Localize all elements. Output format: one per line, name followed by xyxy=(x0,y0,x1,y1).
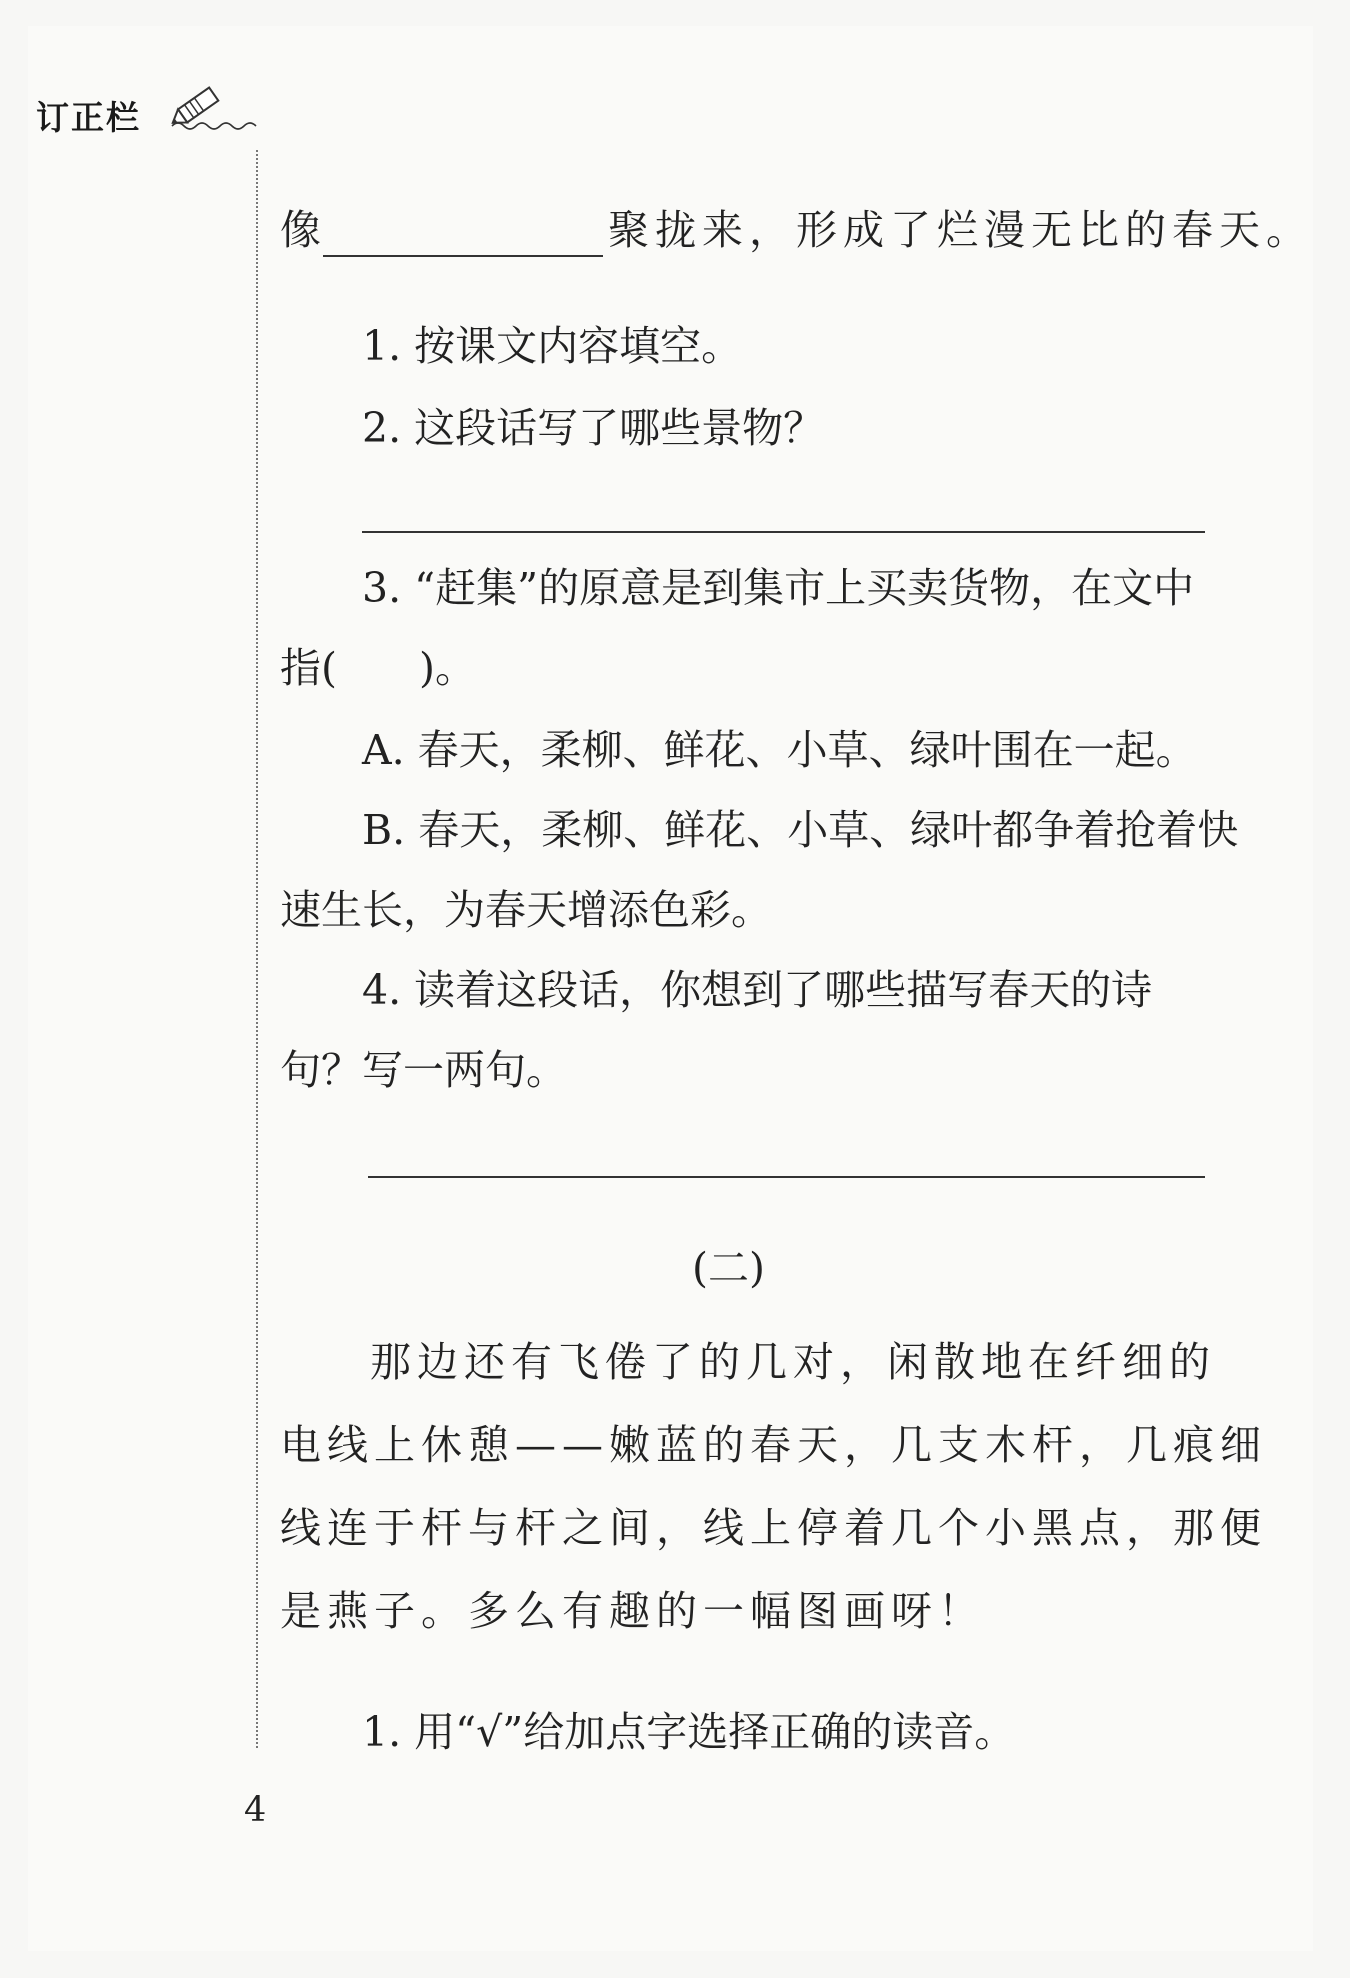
passage-line: 是燕子。多么有趣的一幅图画呀！ xyxy=(280,1587,985,1635)
question-3-line-1: 3. “赶集”的原意是到集市上买卖货物，在文中 xyxy=(362,564,1195,612)
continuation-prefix: 像 xyxy=(280,206,321,254)
answer-line-q4[interactable] xyxy=(368,1176,1205,1178)
question-2: 2. 这段话写了哪些景物？ xyxy=(362,404,825,452)
passage-line: 线连于杆与杆之间，线上停着几个小黑点，那便 xyxy=(280,1504,1267,1552)
question-1: 1. 按课文内容填空。 xyxy=(362,322,743,370)
margin-divider xyxy=(256,150,258,1748)
passage-line: 电线上休憩——嫩蓝的春天，几支木杆，几痕细 xyxy=(280,1421,1267,1469)
continuation-suffix: 聚拢来，形成了烂漫无比的春天。 xyxy=(608,206,1313,254)
question-3-line-2: 指( )。 xyxy=(280,644,476,692)
section-2-heading: (二) xyxy=(692,1244,765,1292)
option-b-line-1[interactable]: B. 春天，柔柳、鲜花、小草、绿叶都争着抢着快 xyxy=(362,806,1239,854)
fill-blank-line[interactable] xyxy=(323,255,603,257)
page-number: 4 xyxy=(244,1790,267,1830)
question-4-line-2: 句？写一两句。 xyxy=(280,1046,567,1094)
question-4-line-1: 4. 读着这段话，你想到了哪些描写春天的诗 xyxy=(362,966,1153,1014)
section-2-question-1: 1. 用“√”给加点字选择正确的读音。 xyxy=(362,1708,1016,1756)
passage-line: 那边还有飞倦了的几对，闲散地在纤细的 xyxy=(370,1338,1216,1386)
correction-column-title: 订正栏 xyxy=(36,98,141,137)
option-b-line-2: 速生长，为春天增添色彩。 xyxy=(280,886,772,934)
answer-line-q2[interactable] xyxy=(362,531,1205,533)
pencil-icon xyxy=(168,80,260,136)
option-a[interactable]: A. 春天，柔柳、鲜花、小草、绿叶围在一起。 xyxy=(362,726,1197,774)
